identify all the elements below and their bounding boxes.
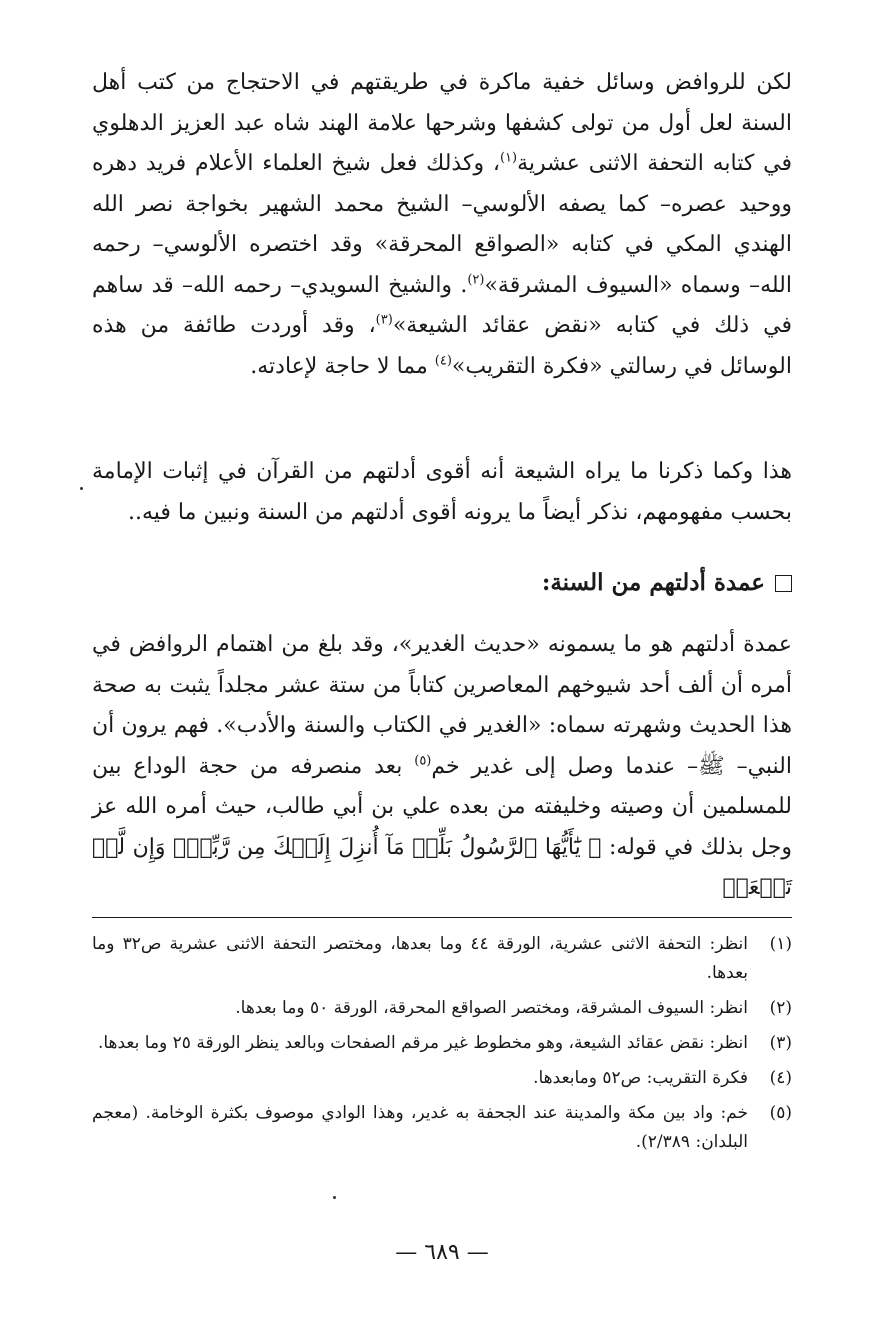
footnote-text: خم: واد بين مكة والمدينة عند الجحفة به غدير، وهذا الوادي موصوف بكثرة الوخامة. (معجم البلدان: ٢/٣٨٩). [92, 1103, 748, 1152]
paragraph-text: لكن للروافض وسائل خفية ماكرة في طريقتهم في الاحتجاج من كتب أهل السنة لعل أول من تولى كشفها وشرحها علامة الهند شاه عبد العزيز الدهلوي في كتابه التحفة الاثنى عشرية [92, 70, 792, 176]
footnote-text: انظر: السيوف المشرقة، ومختصر الصواقع المحرقة، الورقة ٥٠ وما بعدها. [235, 998, 748, 1018]
footnote-item [92, 994, 792, 1023]
section-heading-text: عمدة أدلتهم من السنة: [541, 569, 765, 596]
footnote-number: (٤) [769, 1068, 792, 1088]
footnote-ref-3: (٣) [375, 312, 393, 328]
paragraph-text: هذا وكما ذكرنا ما يراه الشيعة أنه أقوى أدلتهم من القرآن في إثبات الإمامة بحسب مفهومهم، نذكر أيضاً ما يرونه أقوى أدلتهم من السنة ونبين ما فيه.. [92, 459, 792, 525]
section-heading [542, 563, 792, 603]
footnote-separator [92, 917, 792, 918]
paragraph-text: ، وقد أوردت طائفة من هذه الوسائل في رسالتي «فكرة التقريب» [92, 313, 792, 379]
paragraph-text: مما لا حاجة لإعادته. [250, 353, 435, 379]
footnote-ref-2: (٢) [467, 272, 485, 288]
footnote-item [92, 1064, 792, 1093]
footnote-number: (٣) [769, 1033, 792, 1053]
footnote-text: انظر: التحفة الاثنى عشرية، الورقة ٤٤ وما بعدها، ومختصر التحفة الاثنى عشرية ص٣٢ وما بعدها. [92, 934, 749, 983]
footnote-item [92, 1029, 792, 1058]
paragraph-ghadir [92, 625, 792, 909]
footnote-number: (١) [769, 934, 792, 954]
scan-speck [333, 1196, 336, 1199]
paragraph-rawafid-methods [92, 63, 792, 387]
footnote-ref-5: (٥) [414, 753, 432, 769]
footnote-item [92, 1099, 792, 1157]
paragraph-text: عمدة أدلتهم هو ما يسمونه «حديث الغدير»، وقد بلغ من اهتمام الروافض في أمره أن ألف أحد شيوخهم المعاصرين كتاباً من ستة عشر مجلداً يثبت به صحة هذا الحديث وشهرته سماه: «الغدير في الكتاب والسنة والأدب». فهم يرون أن النبي– ﷺ– عندما وصل إلى غدير خم [92, 632, 792, 779]
footnote-item [92, 930, 792, 988]
paragraph-text: ، وكذلك فعل شيخ العلماء الأعلام فريد دهره ووحيد عصره– كما يصفه الألوسي– الشيخ محمد الشهير بخواجة نصر الله الهندي المكي في كتابه «الصواقع المحرقة» وقد اختصره الألوسي– رحمه الله– وسماه «السيوف المشرقة» [92, 151, 792, 298]
footnote-ref-1: (١) [499, 150, 518, 166]
square-bullet-icon [775, 575, 792, 592]
paragraph-transition [92, 452, 792, 533]
footnote-text: فكرة التقريب: ص٥٢ ومابعدها. [533, 1068, 748, 1088]
footnote-ref-4: (٤) [434, 353, 452, 369]
footnote-number: (٥) [769, 1103, 792, 1123]
page-number: — ٦٨٩ — [395, 1240, 489, 1265]
footnotes [92, 930, 792, 1163]
paragraph-text: بعد منصرفه من حجة الوداع بين للمسلمين أن وصيته وخليفته من بعده علي بن أبي طالب، حيث أمره الله عز وجل بذلك في قوله: ﴿ يَٰٓأَيُّهَا ٱلرَّسُولُ بَلِّغۡ مَآ أُنزِلَ إِلَيۡكَ مِن رَّبِّكَۖ وَإِن لَّمۡ تَفۡعَلۡ [92, 753, 792, 900]
paragraph-text: . والشيخ السويدي– رحمه الله– قد ساهم في ذلك في كتابه «نقض عقائد الشيعة» [92, 272, 792, 338]
footnote-number: (٢) [769, 998, 792, 1018]
footnote-text: انظر: نقض عقائد الشيعة، وهو مخطوط غير مرقم الصفحات وبالعد ينظر الورقة ٢٥ وما بعدها. [97, 1033, 748, 1053]
scan-speck [80, 487, 83, 490]
